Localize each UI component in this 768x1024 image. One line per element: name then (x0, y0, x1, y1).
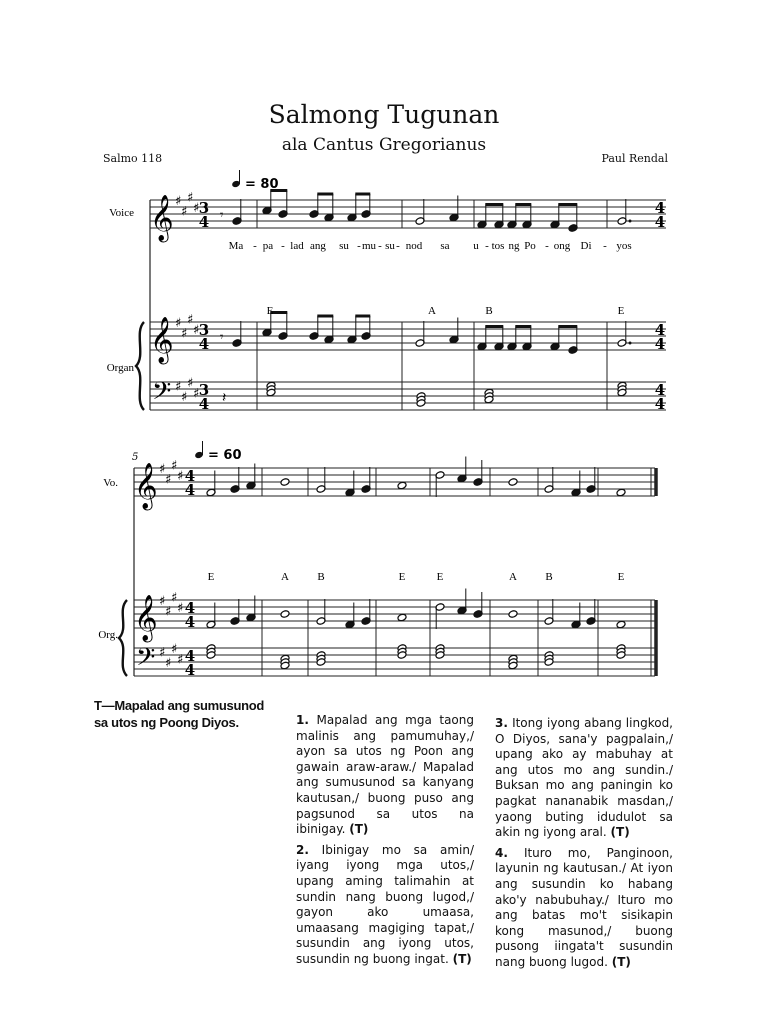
lyric-syllable: pa (262, 240, 274, 252)
note-head (397, 481, 407, 490)
lyric-syllable: lad (290, 240, 304, 252)
chord-name: E (207, 571, 215, 583)
time-signature-bottom: 4 (184, 613, 196, 631)
chord-name: A (428, 305, 436, 317)
chord-name: A (509, 571, 517, 583)
verse-4: 4. Ituro mo, Panginoon, layunin ng kautusan./ At iyon ang susundin ko habang ako'y nabubuhay./ Ituro mo ang batas mo't sisikapin kong masunod,/ buong pusong iingata't susundin nang buong lugod. (T) (495, 845, 673, 969)
page-subtitle: ala Cantus Gregorianus (281, 135, 487, 155)
psalm-reference: Salmo 118 (103, 152, 163, 165)
time-signature-bottom: 4 (184, 481, 196, 499)
time-signature-top: 3 (198, 199, 210, 217)
treble-clef: 𝄞 (134, 595, 158, 641)
lyric-syllable: yos (616, 240, 632, 252)
sharp-sign: ♯ (181, 390, 188, 405)
sharp-sign: ♯ (193, 323, 200, 338)
time-signature-top: 4 (184, 647, 196, 665)
note-head (508, 610, 518, 619)
bass-clef: 𝄢 (152, 377, 172, 412)
note-head (508, 478, 518, 487)
time-signature-bottom: 4 (198, 335, 210, 353)
sharp-sign: ♯ (187, 190, 194, 206)
bass-clef: 𝄢 (136, 643, 156, 678)
chord-name: B (317, 571, 325, 583)
time-signature-top: 3 (198, 381, 210, 399)
lyric-syllable: - (603, 240, 607, 252)
lyric-syllable: - (253, 240, 257, 252)
sharp-sign: ♯ (165, 472, 172, 488)
tempo-marking: = 80 (245, 177, 279, 192)
voice-label-short: Vo. (103, 477, 118, 489)
time-signature-bottom: 4 (198, 395, 210, 413)
lyric-syllable: Ma (228, 240, 244, 252)
sharp-sign: ♯ (171, 642, 178, 657)
note-head (616, 488, 626, 497)
note-head (280, 610, 290, 619)
note-head (616, 620, 626, 629)
sharp-sign: ♯ (175, 379, 182, 395)
chord-name: E (398, 571, 406, 583)
sharp-sign: ♯ (159, 594, 166, 609)
lyric-syllable: - (378, 240, 382, 252)
lyric-syllable: ang (310, 240, 326, 252)
sharp-sign: ♯ (187, 376, 194, 391)
note-head (280, 478, 290, 487)
treble-clef: 𝄞 (134, 463, 158, 509)
lyric-syllable: - (396, 240, 400, 252)
time-signature-bottom: 4 (654, 395, 666, 413)
dot (629, 342, 632, 345)
rest: 𝄾 (220, 330, 224, 345)
time-signature-top: 4 (184, 467, 196, 485)
sharp-sign: ♯ (171, 590, 178, 606)
quarter-rest: 𝄽 (222, 390, 227, 406)
sharp-sign: ♯ (181, 204, 188, 220)
sharp-sign: ♯ (181, 326, 188, 342)
sharp-sign: ♯ (165, 604, 172, 620)
lyric-syllable: - (281, 240, 285, 252)
sharp-sign: ♯ (177, 469, 184, 484)
lyric-syllable: mu (361, 240, 377, 252)
grand-staff-brace (136, 322, 144, 410)
lyric-syllable: nod (405, 240, 423, 252)
time-signature-bottom: 4 (654, 213, 666, 231)
lyric-syllable: su (385, 240, 395, 252)
time-signature-bottom: 4 (198, 213, 210, 231)
lyric-syllable: su (339, 240, 349, 252)
tempo-marking: = 60 (208, 448, 242, 463)
lyric-syllable: tos (491, 240, 505, 252)
measure-number: 5 (132, 452, 139, 463)
chord-name: A (281, 571, 289, 583)
lyric-syllable: - (485, 240, 489, 252)
lyric-syllable: sa (440, 240, 450, 252)
rest: 𝄾 (220, 208, 224, 223)
voice-label: Voice (109, 207, 134, 219)
time-signature-bottom: 4 (654, 335, 666, 353)
time-signature-bottom: 4 (184, 661, 196, 679)
verse-column-left (296, 713, 474, 973)
dot (629, 220, 632, 223)
sharp-sign: ♯ (193, 386, 200, 402)
verse-3: 3. Itong iyong abang lingkod, O Diyos, sana'y pagpalain,/ upang ako ay mabuhay at ang utos mo ang sundin./ Buksan mo ang paningin ko pagkat nananabik masdan,/ yaong buting idudulot sa akin ng iyong aral. (T) (495, 716, 673, 840)
time-signature-top: 3 (198, 321, 210, 339)
lyric-syllable: Di (580, 240, 592, 252)
sharp-sign: ♯ (177, 652, 184, 668)
chord-name: E (436, 571, 444, 583)
treble-clef: 𝄞 (150, 317, 174, 363)
sharp-sign: ♯ (165, 656, 172, 671)
lyric-syllable: Po (524, 240, 536, 252)
organ-label: Organ (106, 362, 134, 374)
chord-name: E (617, 305, 625, 317)
note-head (397, 613, 407, 622)
time-signature-top: 4 (654, 199, 666, 217)
sharp-sign: ♯ (193, 201, 200, 216)
sharp-sign: ♯ (159, 645, 166, 661)
response-text: T—Mapalad ang sumusunod sa utos ng Poong Diyos. (94, 698, 265, 730)
grand-staff-brace (119, 600, 127, 676)
time-signature-top: 4 (184, 599, 196, 617)
page-title: Salmong Tugunan (268, 100, 500, 129)
chord-name: E (617, 571, 625, 583)
lyric-syllable: - (545, 240, 549, 252)
sharp-sign: ♯ (171, 458, 178, 474)
sharp-sign: ♯ (175, 194, 182, 209)
lyric-syllable: ong (553, 240, 571, 252)
verse-1: 1. Mapalad ang mga taong malinis ang pamumuhay,/ ayon sa utos ng Poon ang gawain araw-araw./ Mapalad ang sumusunod sa kanyang kautusan,/ buong puso ang pagsunod sa utos na ibinigay. (T) (296, 713, 474, 837)
lyric-syllable: u (473, 240, 479, 252)
sharp-sign: ♯ (175, 316, 182, 331)
organ-label-short: Org. (98, 629, 118, 641)
verse-2: 2. Ibinigay mo sa amin/ iyang iyong mga utos,/ upang aming talimahin at sundin nang buong lugod,/ gayon ako umaasa, umaasang magiging tapat,/ susundin ang iyong utos, susundin ng buong ingat. (T) (296, 842, 474, 966)
composer-name: Paul Rendal (601, 152, 668, 165)
treble-clef: 𝄞 (150, 195, 174, 241)
chord-name: B (485, 305, 493, 317)
chord-name: E (266, 305, 274, 317)
sharp-sign: ♯ (187, 312, 194, 328)
lyric-syllable: - (357, 240, 361, 252)
sharp-sign: ♯ (159, 462, 166, 477)
sharp-sign: ♯ (177, 601, 184, 616)
time-signature-top: 4 (654, 321, 666, 339)
time-signature-top: 4 (654, 381, 666, 399)
lyric-syllable: ng (508, 240, 520, 252)
chord-name: B (545, 571, 553, 583)
verse-column-right (495, 716, 673, 976)
